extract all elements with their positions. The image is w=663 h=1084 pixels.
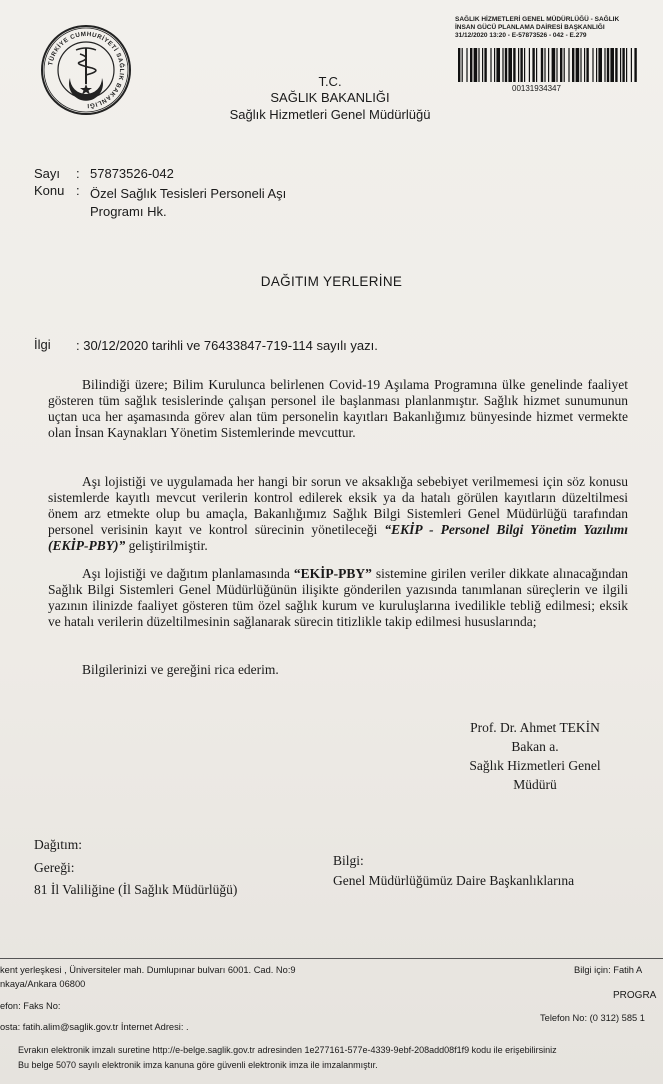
- footer-law-note: Bu belge 5070 sayılı elektronik imza kanuna göre güvenli elektronik imza ile imzalanmıştır.: [18, 1060, 378, 1070]
- konu-value-line2: Programı Hk.: [90, 204, 167, 219]
- paragraph-2-end: geliştirilmiştir.: [125, 538, 208, 553]
- sayi-label: Sayı: [34, 166, 61, 181]
- geregi-value: 81 İl Valiliğine (İl Sağlık Müdürlüğü): [34, 882, 238, 897]
- signature-block: [440, 718, 630, 794]
- bilgi-value: Genel Müdürlüğümüz Daire Başkanlıklarına: [333, 873, 575, 888]
- signer-name: Prof. Dr. Ahmet TEKİN: [470, 720, 600, 735]
- footer-address-2: nkaya/Ankara 06800: [0, 979, 86, 989]
- paragraph-3-end: sistemine girilen veriler dikkate alınacağından Sağlık Bilgi Sistemleri Genel Müdürlüğünün ilişikte gönderilen yazısında tanımlanan süreçlerin ve ilgili yazının ilinizde faaliyet gösteren tüm özel sağlık kurum ve kuruluşlarına ivedilikle tebliğ edilmesi; eksik ve hatalı verilerin düzeltilmesinin sağlanarak sürecin titizlikle takip edilmesi hususlarında;: [48, 566, 628, 629]
- footer-email: osta: fatih.alim@saglik.gov.tr İnternet Adresi: .: [0, 1022, 189, 1032]
- sayi-value: 57873526-042: [90, 166, 174, 181]
- signer-title-1: Bakan a.: [511, 739, 559, 754]
- konu-label: Konu: [34, 183, 65, 198]
- ilgi-value: : 30/12/2020 tarihli ve 76433847-719-114 sayılı yazı.: [76, 338, 378, 353]
- paragraph-2-system-name: “EKİP - Personel Bilgi Yönetim Yazılımı (EKİP-PBY)”: [48, 522, 628, 553]
- header-directorate: Sağlık Hizmetleri Genel Müdürlüğü: [229, 107, 431, 122]
- barcode-line-2: İNSAN GÜCÜ PLANLAMA DAİRESİ BAŞKANLIĞI: [455, 24, 605, 31]
- ministry-logo: [40, 24, 132, 116]
- barcode-line-3: 31/12/2020 13:20 - E-57873526 - 042 - E.279: [455, 32, 587, 39]
- footer-divider: [0, 958, 663, 959]
- paragraph-4-text: Bilgilerinizi ve gereğini rica ederim.: [82, 662, 279, 677]
- footer-program: PROGRA: [613, 990, 657, 1001]
- ilgi-label: İlgi: [34, 337, 51, 352]
- barcode-number: 00131934347: [512, 84, 561, 93]
- konu-colon: :: [76, 183, 80, 198]
- paragraph-2: [48, 474, 628, 554]
- paragraph-1-text: Bilindiği üzere; Bilim Kurulunca belirlenen Covid-19 Aşılama Programına ülke genelinde faaliyet gösteren tüm sağlık tesislerinde çalışan personel ile başlanması planlanmıştır. Sağlık hizmet sunumunun uçtan uca her aşamasında görev alan tüm personelin kayıtları Bakanlığımız bünyesinde hizmet vermekte olan İnsan Kaynakları Yönetim Sistemlerinde mevcuttur.: [48, 377, 628, 440]
- logo-ring-text: TÜRKİYE CUMHURİYETİ SAĞLIK BAKANLIĞI: [47, 30, 126, 110]
- signer-title-3: Müdürü: [513, 777, 557, 792]
- header-tc: T.C.: [318, 74, 342, 89]
- footer-telephone: Telefon No: (0 312) 585 1: [540, 1013, 645, 1023]
- bilgi-label: Bilgi:: [333, 853, 364, 868]
- konu-value-line1: Özel Sağlık Tesisleri Personeli Aşı: [90, 186, 287, 201]
- sayi-colon: :: [76, 166, 80, 181]
- footer-info-for: Bilgi için: Fatih A: [574, 965, 643, 975]
- barcode: [458, 48, 638, 82]
- geregi-label: Gereği:: [34, 860, 75, 875]
- footer-phone-fax: efon: Faks No:: [0, 1001, 61, 1011]
- footer-address-1: kent yerleşkesi , Üniversiteler mah. Dumlupınar bulvarı 6001. Cad. No:9: [0, 965, 296, 975]
- paragraph-3-text: Aşı lojistiği ve dağıtım planlamasında: [82, 566, 294, 581]
- paragraph-1: [48, 377, 628, 441]
- header-ministry: SAĞLIK BAKANLIĞI: [270, 90, 390, 105]
- footer-verification: Evrakın elektronik imzalı suretine http://e-belge.saglik.gov.tr adresinden 1e277161-577e-4339-9ebf-208add08f1f9 kodu ile erişebilirsiniz: [18, 1045, 557, 1055]
- barcode-line-1: SAĞLIK HİZMETLERİ GENEL MÜDÜRLÜĞÜ - SAĞLIK: [455, 16, 620, 23]
- dagitim-label: Dağıtım:: [34, 837, 82, 852]
- document-title: DAĞITIM YERLERİNE: [260, 274, 403, 289]
- paragraph-2-text: Aşı lojistiği ve uygulamada her hangi bir sorun ve aksaklığa sebebiyet verilmemesi için söz konusu sistemlerde kayıtlı mevcut verilerin kontrol edilerek eksik ya da hatalı görülen kayıtların düzeltilmesi önem arz etmekte olup bu amaçla, Bakanlığımız Sağlık Bilgi Sistemleri Genel Müdürlüğü tarafından personel verisinin kayıt ve kontrol sürecinin yönetileceği: [48, 474, 628, 537]
- paragraph-4: [48, 662, 628, 678]
- paragraph-3: [48, 566, 628, 630]
- signer-title-2: Sağlık Hizmetleri Genel: [469, 758, 601, 773]
- paragraph-3-system-name: “EKİP-PBY”: [293, 566, 372, 581]
